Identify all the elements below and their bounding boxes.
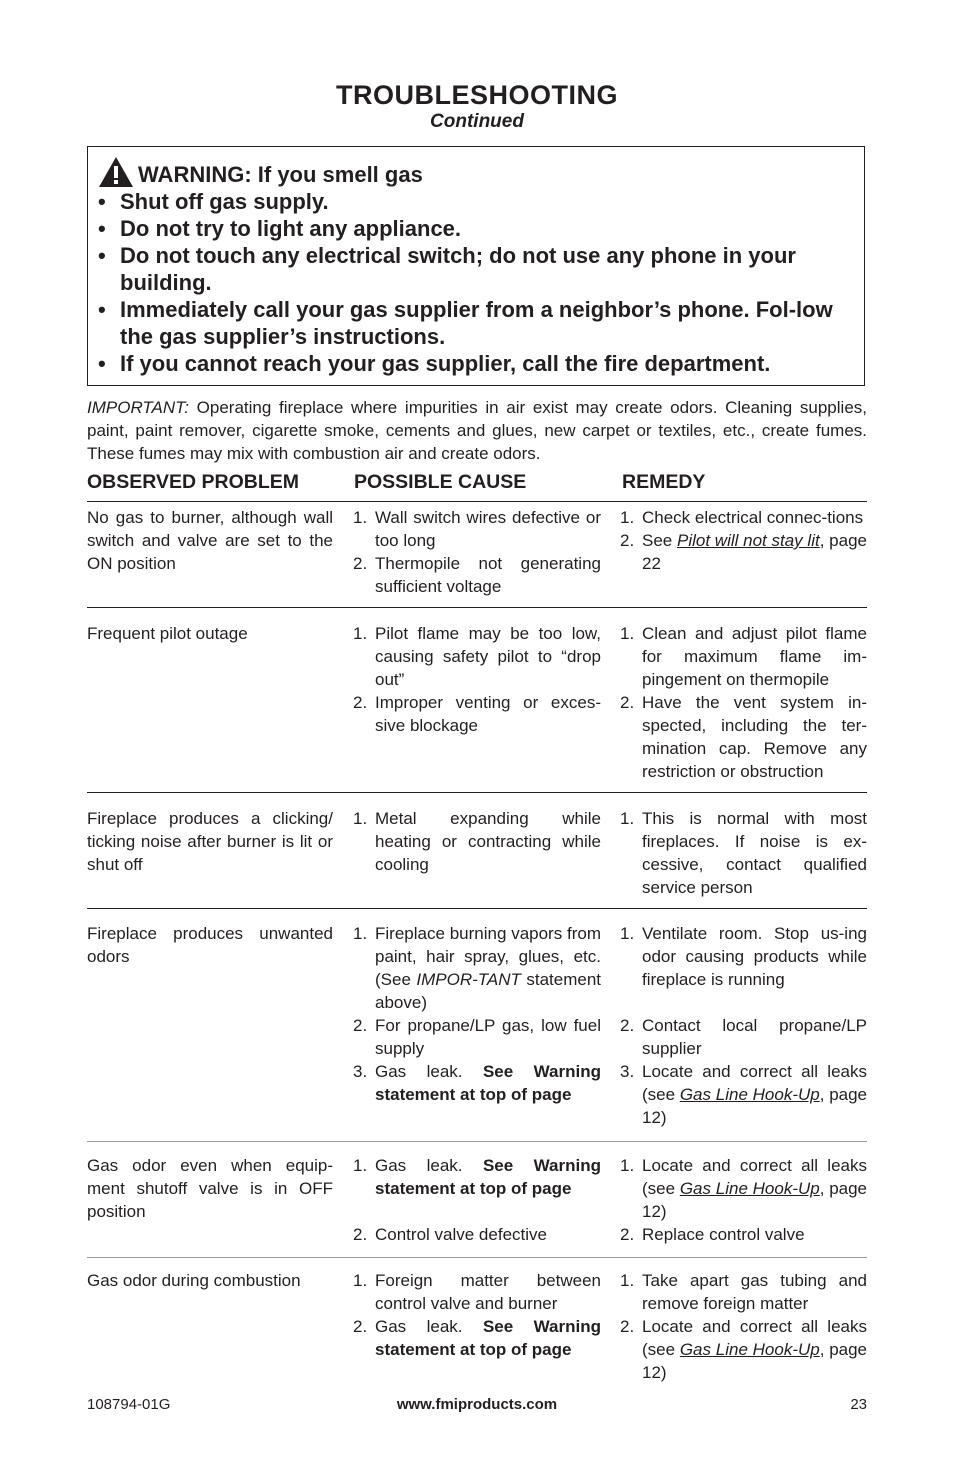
table-row [87, 506, 867, 608]
remedy-item: 2. See Pilot will not stay lit, page 22 [620, 531, 867, 573]
page-header [0, 80, 954, 134]
cause-cell [353, 1269, 601, 1361]
cause-item: 1. Pilot flame may be too low, causing safety pilot to “drop out” [353, 624, 601, 689]
important-text: Operating fireplace where impurities in air exist may create odors. Cleaning supplies, paint, paint remover, cigarette smoke, cements and glues, new carpet or textiles, etc., create fumes. These fumes may mix with combustion air and create odors. [87, 398, 867, 463]
problem-cell: Gas odor even when equip-ment shutoff valve is in OFF position [87, 1156, 333, 1221]
page-title: TROUBLESHOOTING [336, 80, 618, 110]
warning-heading-text: WARNING: If you smell gas [138, 162, 423, 187]
page-number: 23 [850, 1396, 867, 1413]
cause-item: 2. Control valve defective [353, 1225, 547, 1244]
page-subtitle: Continued [430, 111, 524, 132]
remedy-item: 1. Ventilate room. Stop us-ing odor causing products while fireplace is running [620, 924, 867, 989]
remedy-item: 2. Contact local propane/LP supplier [620, 1016, 867, 1058]
warning-heading [98, 161, 854, 188]
cause-item: 1. Foreign matter between control valve and burner [353, 1271, 601, 1313]
table-header [87, 471, 867, 502]
document-number: 108794-01G [87, 1396, 171, 1413]
table-row [87, 1154, 867, 1258]
warning-item: • Do not touch any electrical switch; do not use any phone in your building. [98, 243, 796, 295]
warning-item: • Shut off gas supply. [98, 189, 329, 214]
cause-cell [353, 506, 601, 598]
cause-cell [353, 922, 601, 1106]
cause-item: 1. Metal expanding while heating or contracting while cooling [353, 809, 601, 874]
warning-box [87, 146, 865, 386]
cause-item: 1. Gas leak. See Warning statement at top of page [353, 1156, 601, 1198]
warning-list [98, 188, 854, 377]
table-row [87, 622, 867, 793]
remedy-cell [620, 1269, 867, 1384]
table-row [87, 1269, 867, 1387]
remedy-cell [620, 1154, 867, 1246]
remedy-cell [620, 807, 867, 899]
column-header-problem: OBSERVED PROBLEM [87, 471, 300, 493]
column-header-remedy: REMEDY [622, 471, 706, 493]
remedy-item: 2. Locate and correct all leaks (see Gas Line Hook-Up, page 12) [620, 1317, 868, 1382]
cause-item: 2. For propane/LP gas, low fuel supply [353, 1016, 601, 1058]
problem-cell: Gas odor during combustion [87, 1271, 301, 1290]
gas-line-hook-up-link[interactable]: Gas Line Hook-Up [679, 1179, 820, 1198]
remedy-item: 1. Take apart gas tubing and remove foreign matter [620, 1271, 867, 1313]
cause-item: 2. Thermopile not generating sufficient voltage [353, 554, 601, 596]
cause-item: 1. Fireplace burning vapors from paint, hair spray, glues, etc. (See IMPOR-TANT statement above) [353, 924, 601, 1012]
remedy-item: 1. Locate and correct all leaks (see Gas Line Hook-Up, page 12) [620, 1156, 868, 1221]
remedy-cell [620, 922, 867, 1129]
cause-item: 2. Improper venting or exces-sive blockage [353, 693, 601, 735]
table-row [87, 807, 867, 909]
cause-item: 1. Wall switch wires defective or too long [353, 508, 601, 550]
remedy-item: 1. Clean and adjust pilot flame for maximum flame im-pingement on thermopile [620, 624, 867, 689]
remedy-cell [620, 506, 867, 575]
column-header-cause: POSSIBLE CAUSE [354, 471, 527, 493]
important-label: IMPORTANT: [87, 398, 189, 417]
warning-item: • Do not try to light any appliance. [98, 216, 462, 241]
problem-cell: Fireplace produces unwanted odors [87, 924, 333, 966]
gas-line-hook-up-link[interactable]: Gas Line Hook-Up [679, 1340, 820, 1359]
remedy-cell [620, 622, 867, 783]
cause-cell [353, 807, 601, 876]
warning-triangle-icon [98, 156, 134, 188]
cause-item: 2. Gas leak. See Warning statement at top of page [353, 1317, 601, 1359]
cause-item: 3. Gas leak. See Warning statement at top of page [353, 1062, 601, 1104]
problem-cell: No gas to burner, although wall switch and valve are set to the ON position [87, 508, 333, 573]
problem-cell: Fireplace produces a clicking/ ticking noise after burner is lit or shut off [87, 809, 333, 874]
pilot-will-not-stay-lit-link[interactable]: Pilot will not stay lit [676, 531, 820, 550]
problem-cell: Frequent pilot outage [87, 624, 248, 643]
cause-cell [353, 622, 601, 737]
remedy-item: 1. This is normal with most fireplaces. If noise is ex-cessive, contact qualified service person [620, 809, 867, 897]
remedy-item: 1. Check electrical connec-tions [620, 508, 864, 527]
remedy-item: 2. Have the vent system in-spected, including the ter-mination cap. Remove any restriction or obstruction [620, 693, 867, 781]
remedy-item: 2. Replace control valve [620, 1225, 805, 1244]
website-link[interactable]: www.fmiproducts.com [396, 1396, 558, 1413]
cause-cell [353, 1154, 601, 1246]
table-row [87, 922, 867, 1142]
gas-line-hook-up-link[interactable]: Gas Line Hook-Up [679, 1085, 820, 1104]
important-note [87, 396, 867, 465]
remedy-item: 3. Locate and correct all leaks (see Gas Line Hook-Up, page 12) [620, 1062, 868, 1127]
page-footer [87, 1396, 867, 1416]
warning-item: • If you cannot reach your gas supplier, call the fire department. [98, 351, 771, 376]
warning-item: • Immediately call your gas supplier from a neighbor’s phone. Fol-low the gas supplier’s instructions. [98, 297, 833, 349]
